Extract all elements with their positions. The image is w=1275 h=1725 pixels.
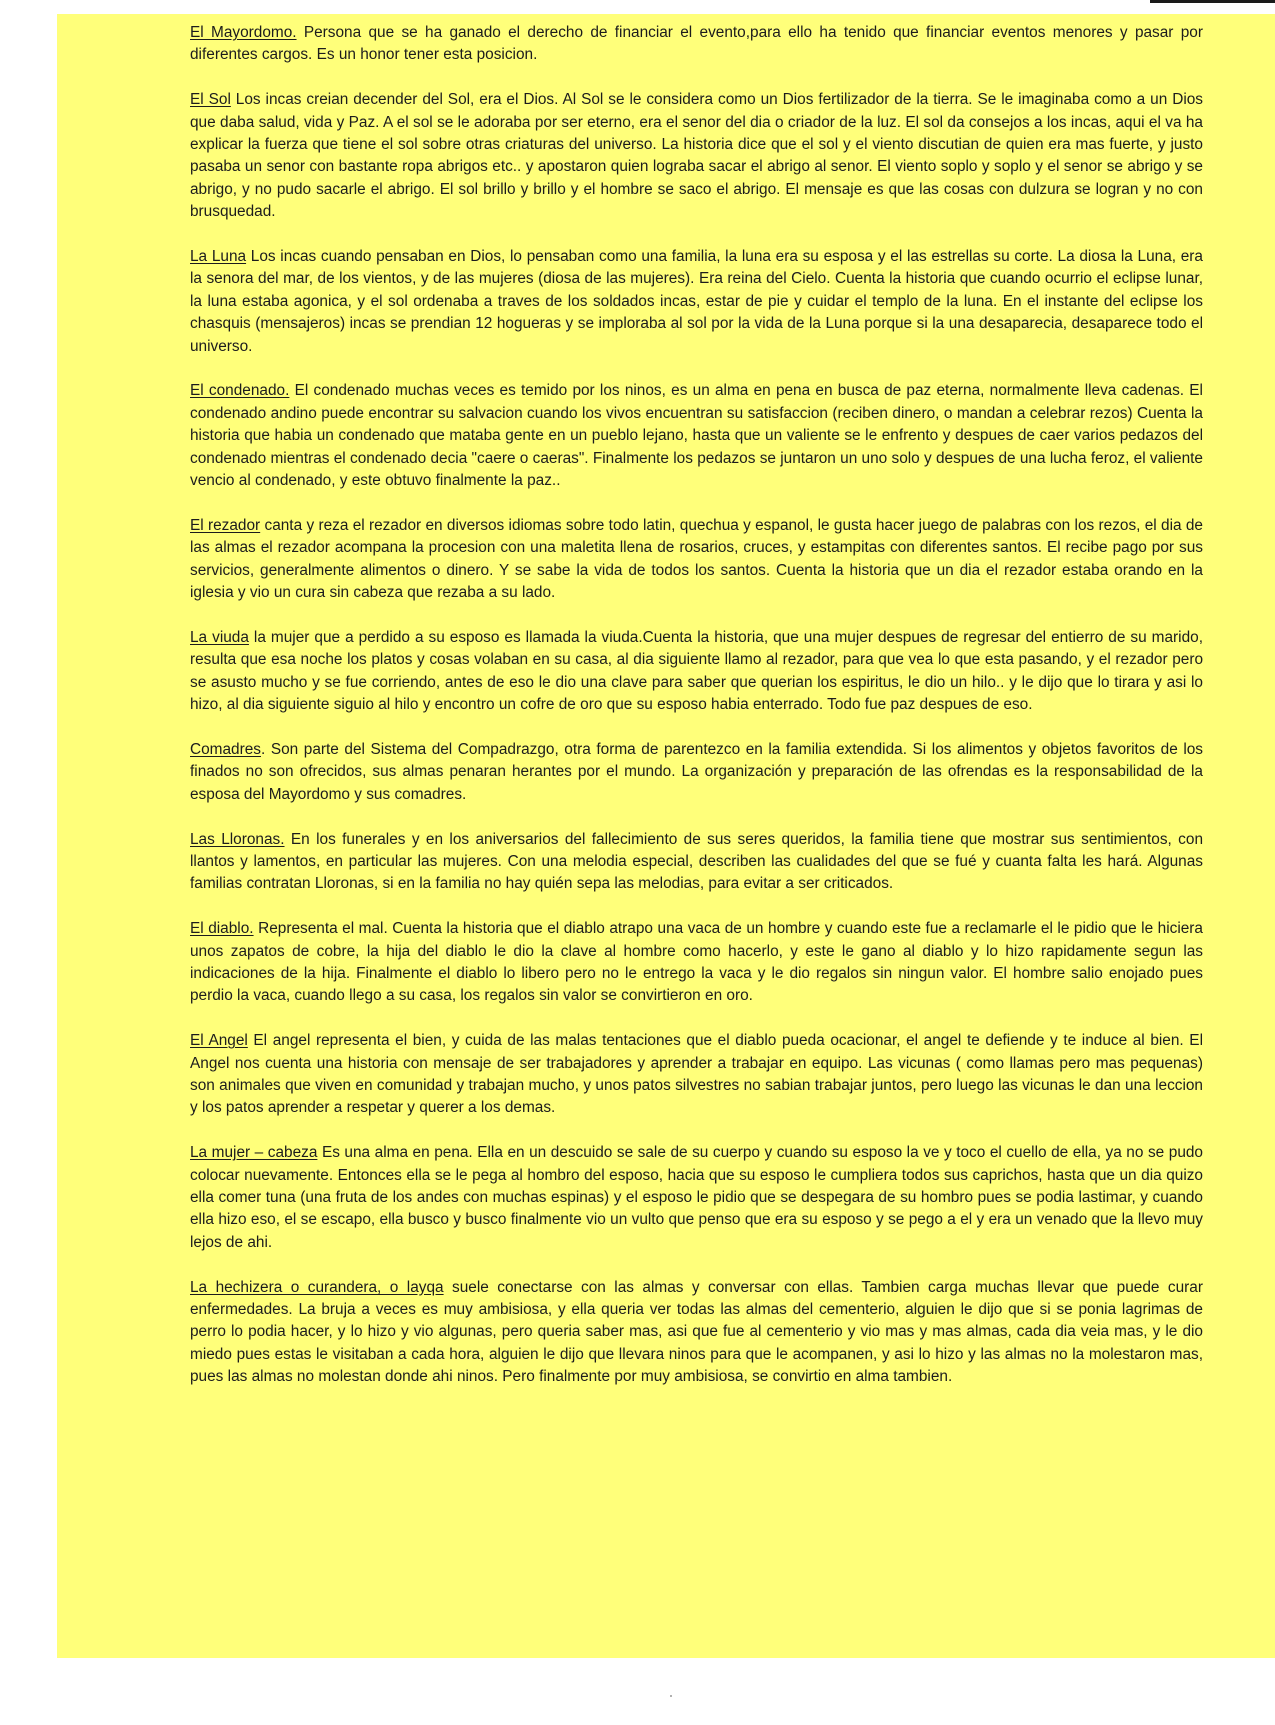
scan-speck [670, 1695, 672, 1697]
entry-term: El rezador [190, 516, 261, 534]
entry-mujer-cabeza [190, 1142, 1203, 1254]
entry-term: El Sol [190, 91, 231, 109]
document-body [190, 22, 1203, 1411]
entry-sol [190, 89, 1203, 223]
entry-text: En los funerales y en los aniversarios del fallecimiento de sus seres queridos, la familia tiene que mostrar sus sentimientos, con llantos y lamentos, en particular las mujeres. Con una melodia especial, describen las cualidades del que se fué y cuanta falta les hará. Algunas familias contratan Lloronas, si en la familia no hay quién sepa las melodias, para evitar a ser criticados. [190, 830, 1203, 893]
entry-text: Representa el mal. Cuenta la historia que el diablo atrapo una vaca de un hombre y cuando este fue a reclamarle el le pidio que le hiciera unos zapatos de cobre, la hija del diablo le dio la clave al hombre como hacerlo, y este le gano al diablo y lo hizo rapidamente segun las indicaciones de la hija. Finalmente el diablo lo libero pero no le entrego la vaca y le dio regalos sin ningun valor. El hombre salio enojado pues perdio la vaca, cuando llego a su casa, los regalos sin valor se convirtieron en oro. [190, 920, 1203, 1005]
scan-edge-line [1150, 0, 1275, 3]
entry-text: suele conectarse con las almas y conversar con ellas. Tambien carga muchas llevar que puede curar enfermedades. La bruja a veces es muy ambisiosa, y ella queria ver todas las almas del cementerio, alguien le dijo que si se ponia lagrimas de perro lo podia hacer, y lo hizo y vio algunas, pero queria saber mas, asi que fue al cementerio y vio mas y mas almas, cada dia veia mas, y le dio miedo pues estas le visitaban a cada hora, alguien le dijo que llevara ninos para que le acompanen, y asi lo hizo y las almas no la molestaron mas, pues las almas no molestan donde ahi ninos. Pero finalmente por muy ambisiosa, se convirtio en alma tambien. [190, 1278, 1203, 1386]
entry-viuda [190, 627, 1203, 717]
entry-text: El angel representa el bien, y cuida de las malas tentaciones que el diablo pueda ocacionar, el angel te defiende y te induce al bien. El Angel nos cuenta una historia con mensaje de ser trabajadores y aprender a trabajar en equipo. Las vicunas ( como llamas pero mas pequenas) son animales que viven en comunidad y trabajan mucho, y unos patos silvestres no sabian trabajar juntos, pero luego las vicunas le dan una leccion y los patos aprender a respetar y querer a los demas. [190, 1032, 1203, 1117]
entry-term: El diablo. [190, 920, 254, 938]
entry-term: Comadres [190, 740, 261, 758]
entry-lloronas [190, 829, 1203, 896]
entry-text: Los incas creian decender del Sol, era el Dios. Al Sol se le considera como un Dios fertilizador de la tierra. Se le imaginaba como a un Dios que daba salud, vida y Paz. A el sol se le adoraba por ser eterno, era el senor del dia o criador de la luz. El sol da consejos a los incas, aqui el va ha explicar la fuerza que tiene el sol sobre otras criaturas del universo. La historia dice que el sol y el viento discutian de quien era mas fuerte, y justo pasaba un senor con bastante ropa abrigos etc.. y apostaron quien lograba sacar el abrigo al senor. El viento soplo y soplo y el senor se abrigo y se abrigo, y no pudo sacarle el abrigo. El sol brillo y brillo y el hombre se saco el abrigo. El mensaje es que las cosas con dulzura se logran y no con brusquedad. [190, 91, 1203, 221]
entry-rezador [190, 515, 1203, 605]
entry-text: Es una alma en pena. Ella en un descuido se sale de su cuerpo y cuando su esposo la ve y toco el cuello de ella, ya no se pudo colocar nuevamente. Entonces ella se le pega al hombro del esposo, hacia que su esposo le cumpliera todos sus caprichos, hasta que un dia quizo ella comer tuna (una fruta de los andes con muchas espinas) y el esposo le pidio que se despegara de su hombro pues se podia lastimar, y cuando ella hizo eso, el se escapo, ella busco y busco finalmente vio un vulto que penso que era su esposo y se pego a el y era un venado que la llevo muy lejos de ahi. [190, 1144, 1203, 1251]
entry-text: Los incas cuando pensaban en Dios, lo pensaban como una familia, la luna era su esposa y el las estrellas su corte. La diosa la Luna, era la senora del mar, de los vientos, y de las mujeres (diosa de las mujeres). Era reina del Cielo. Cuenta la historia que cuando ocurrio el eclipse lunar, la luna estaba agonica, y el sol ordenaba a traves de los soldados incas, estar de pie y cuidar el templo de la luna. En el instante del eclipse los chasquis (mensajeros) incas se prendian 12 hogueras y se imploraba al sol por la vida de la Luna porque si la una desaparecia, desaparece todo el universo. [190, 248, 1203, 355]
entry-angel [190, 1030, 1203, 1120]
entry-luna [190, 246, 1203, 358]
entry-comadres [190, 739, 1203, 806]
entry-text: Persona que se ha ganado el derecho de financiar el evento,para ello ha tenido que financiar eventos menores y pasar por diferentes cargos. Es un honor tener esta posicion. [190, 24, 1203, 64]
entry-term: La viuda [190, 628, 249, 646]
entry-term: La hechizera o curandera, o layqa [190, 1278, 444, 1296]
entry-diablo [190, 918, 1203, 1008]
entry-text: El condenado muchas veces es temido por los ninos, es un alma en pena en busca de paz eterna, normalmente lleva cadenas. El condenado andino puede encontrar su salvacion cuando los vivos encuentran su satisfaccion (reciben dinero, o mandan a celebrar rezos) Cuenta la historia que habia un condenado que mataba gente en un pueblo lejano, hasta que un valiente se le enfrento y despues de caer varios pedazos del condenado mientras el condenado decia "caere o caeras". Finalmente los pedazos se juntaron un uno solo y despues de una lucha feroz, el valiente vencio al condenado, y este obtuvo finalmente la paz.. [190, 382, 1203, 490]
entry-term: La Luna [190, 248, 247, 266]
entry-term: La mujer – cabeza [190, 1144, 318, 1162]
entry-text: . Son parte del Sistema del Compadrazgo, otra forma de parentezco en la familia extendida. Si los alimentos y objetos favoritos de los finados no son ofrecidos, sus almas penaran herantes por el mundo. La organización y preparación de las ofrendas es la responsabilidad de la esposa del Mayordomo y sus comadres. [190, 740, 1203, 803]
entry-term: El condenado. [190, 382, 290, 400]
entry-term: Las Lloronas. [190, 830, 285, 848]
entry-hechizera [190, 1277, 1203, 1389]
entry-mayordomo [190, 22, 1203, 67]
entry-text: canta y reza el rezador en diversos idiomas sobre todo latin, quechua y espanol, le gusta hacer juego de palabras con los rezos, el dia de las almas el rezador acompana la procesion con una maletita llena de rosarios, cruces, y estampitas con diferentes santos. El recibe pago por sus servicios, generalmente alimentos o dinero. Y se sabe la vida de todos los santos. Cuenta la historia que un dia el rezador estaba orando en la iglesia y vio un cura sin cabeza que rezaba a su lado. [190, 516, 1203, 602]
entry-term: El Mayordomo. [190, 24, 297, 41]
entry-condenado [190, 380, 1203, 492]
entry-text: la mujer que a perdido a su esposo es llamada la viuda.Cuenta la historia, que una mujer despues de regresar del entierro de su marido, resulta que esa noche los platos y cosas volaban en su casa, al dia siguiente llamo al rezador, para que vea lo que esta pasando, y el rezador pero se asusto mucho y se fue corriendo, antes de eso le dio una clave para saber que querian los espiritus, le dio un hilo.. y le dijo que lo tirara y asi lo hizo, al dia siguiente siguio al hilo y encontro un cofre de oro que su esposo habia enterrado. Todo fue paz despues de eso. [190, 628, 1203, 714]
entry-term: El Angel [190, 1032, 248, 1050]
